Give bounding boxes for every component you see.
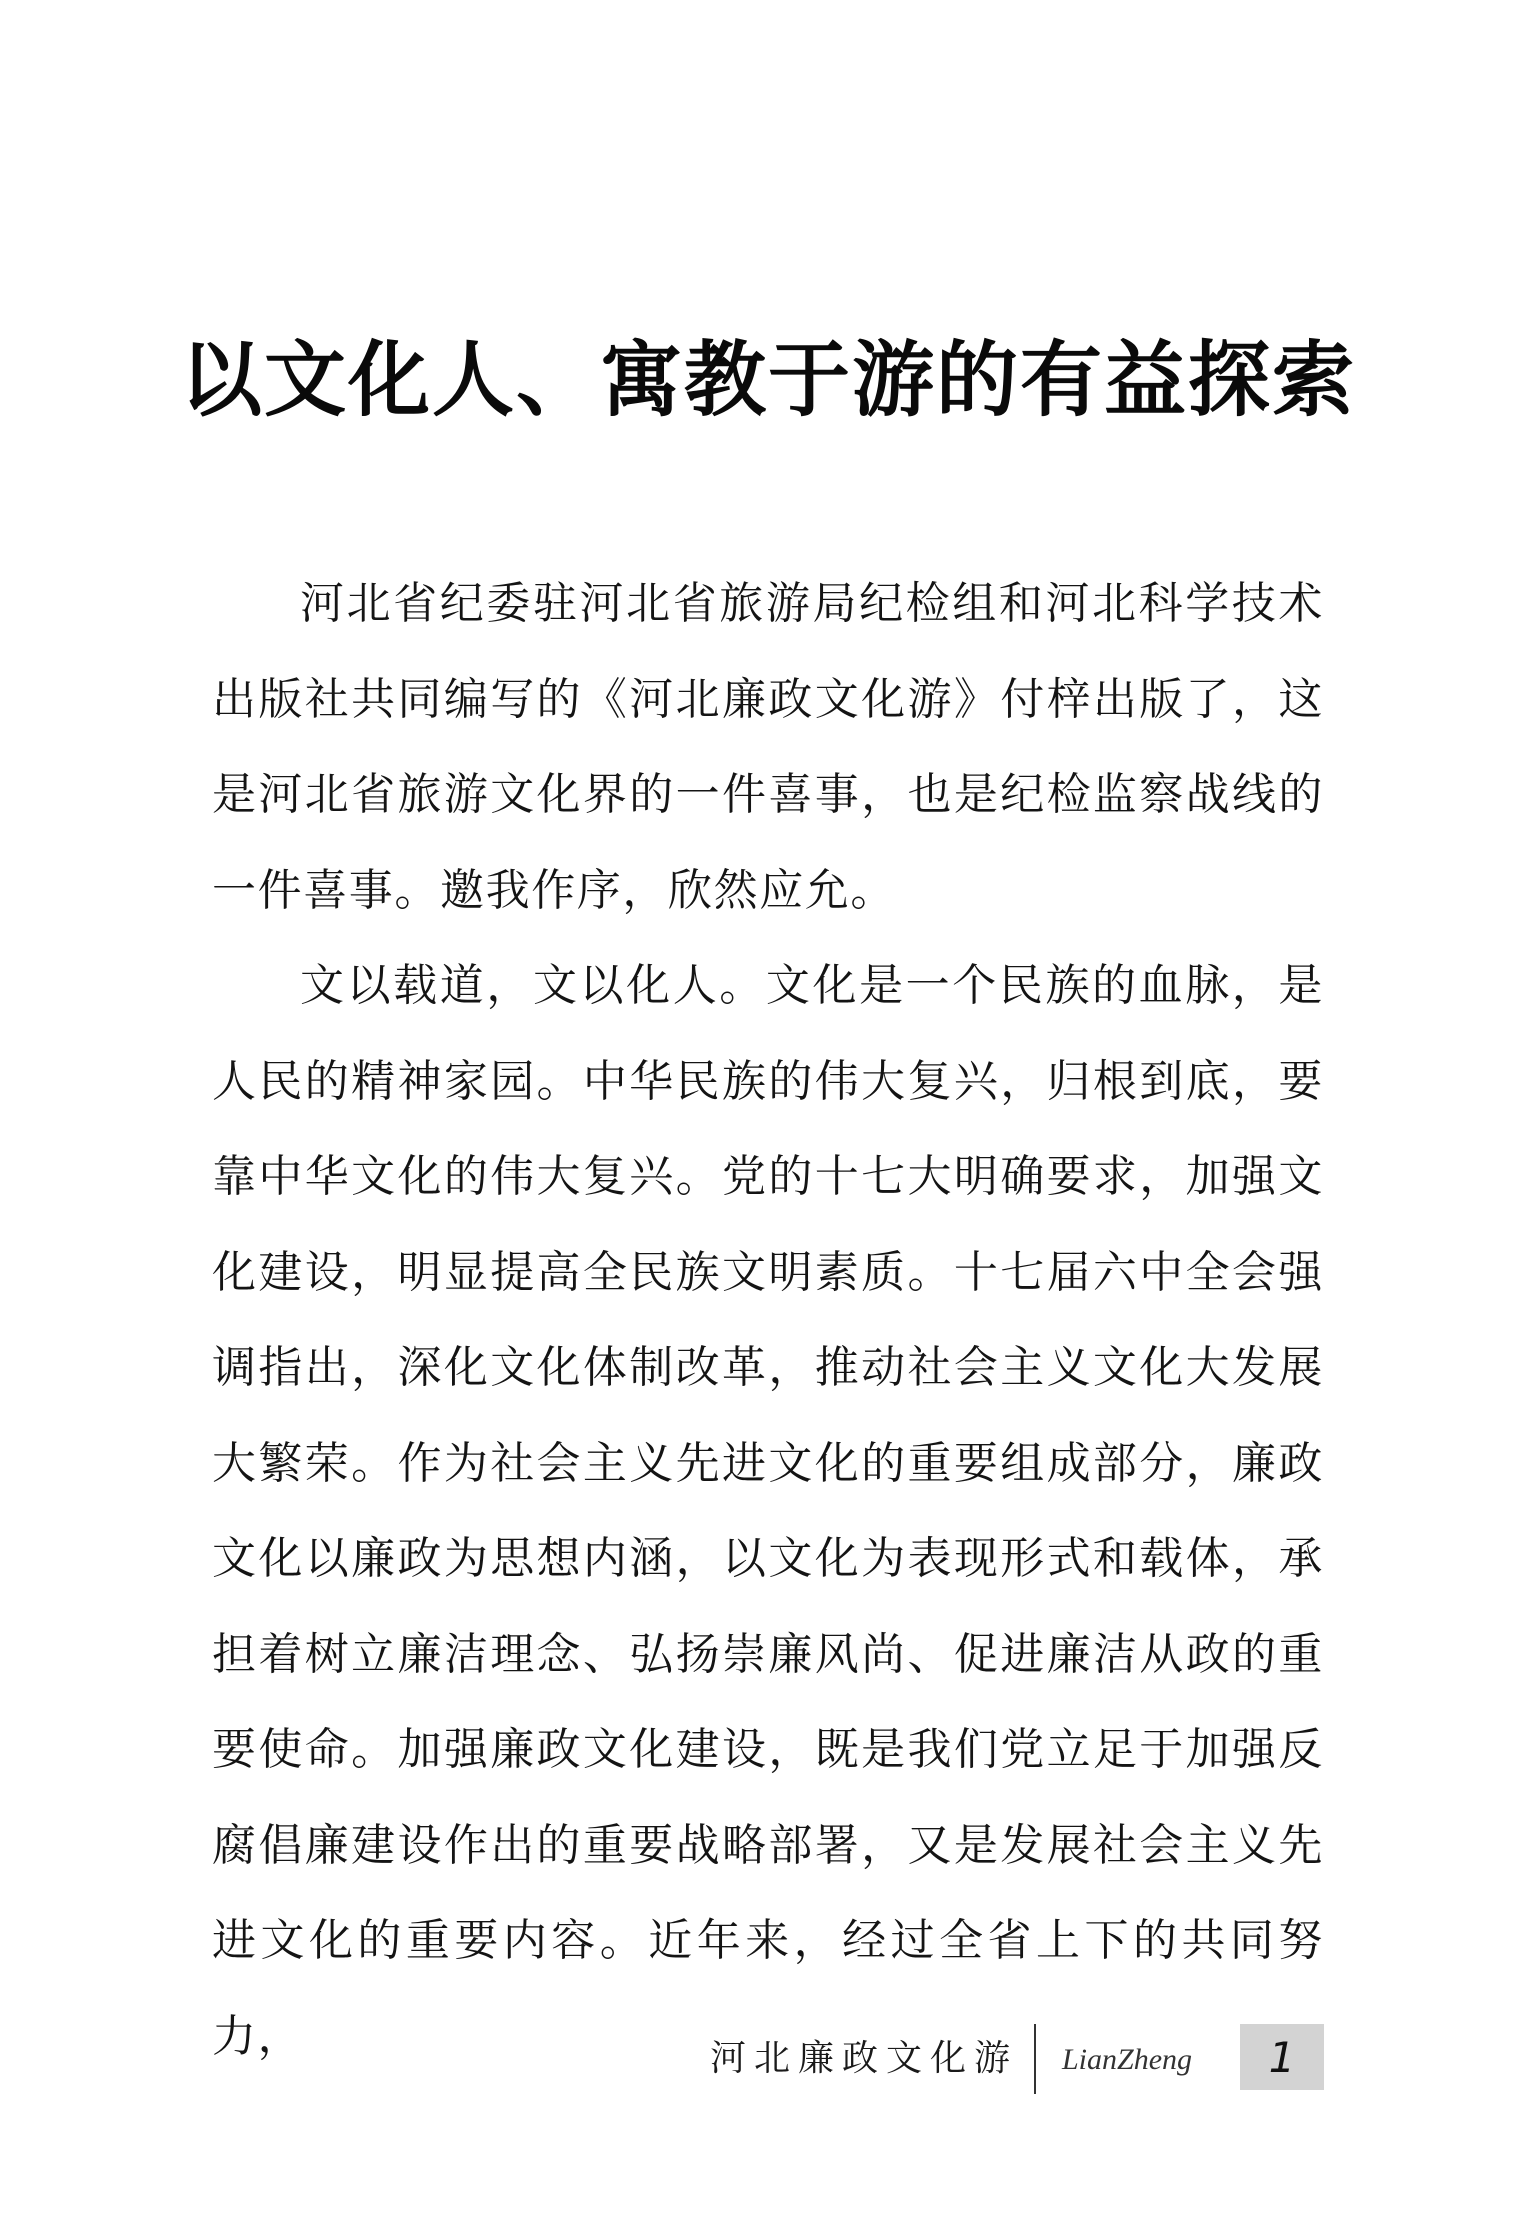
footer-book-title: 河北廉政文化游 [709,2038,1018,2079]
page-title: 以文化人、寓教于游的有益探索 [179,332,1356,428]
page-number-badge [1240,2024,1324,2090]
paragraph-2: 文以载道，文以化人。文化是一个民族的血脉，是人民的精神家园。中华民族的伟大复兴，归根到底，要靠中华文化的伟大复兴。党的十七大明确要求，加强文化建设，明显提高全民族文明素质。十七届六中全会强调指出，深化文化体制改革，推动社会主义文化大发展大繁荣。作为社会主义先进文化的重要组成部分，廉政文化以廉政为思想内涵，以文化为表现形式和载体，承担着树立廉洁理念、弘扬崇廉风尚、促进廉洁从政的重要使命。加强廉政文化建设，既是我们党立足于加强反腐倡廉建设作出的重要战略部署，又是发展社会主义先进文化的重要内容。近年来，经过全省上下的共同努力， [212,960,1324,2062]
footer-divider [1034,2024,1036,2094]
page-number: 1 [1268,2032,1296,2082]
footer-script-logo: LianZheng [1062,2043,1193,2076]
page-footer [0,2020,1536,2110]
paragraph-1: 河北省纪委驻河北省旅游局纪检组和河北科学技术出版社共同编写的《河北廉政文化游》付梓出版了，这是河北省旅游文化界的一件喜事，也是纪检监察战线的一件喜事。邀我作序，欣然应允。 [212,578,1324,916]
body-text [212,556,1324,2084]
